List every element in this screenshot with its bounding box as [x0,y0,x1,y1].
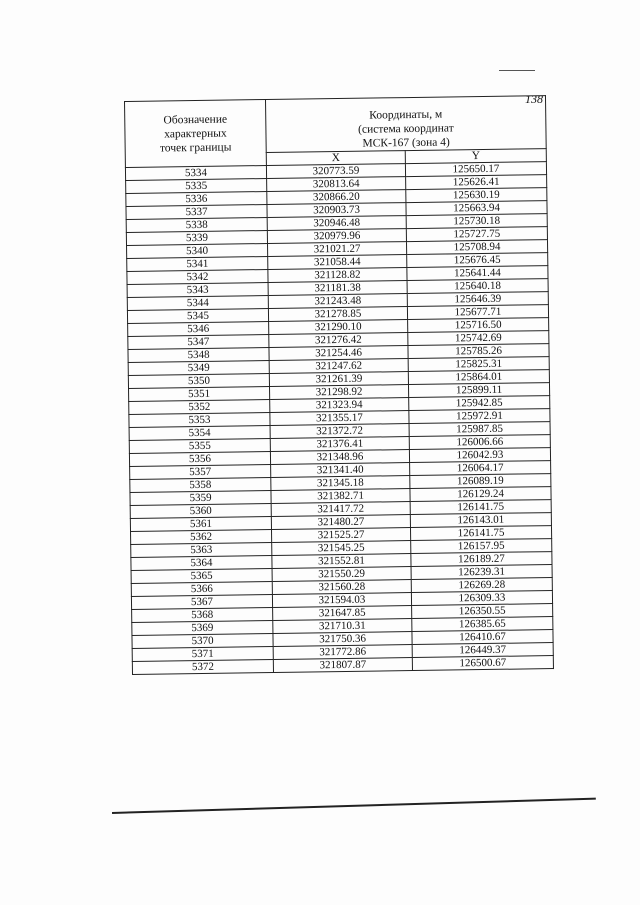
y-cell: 126141.75 [410,526,551,541]
x-cell: 321710.31 [273,619,412,634]
point-cell: 5362 [131,529,272,544]
y-cell: 125640.18 [407,279,548,294]
x-cell: 321181.38 [268,281,407,296]
point-cell: 5367 [131,594,272,609]
top-dash-mark [499,70,535,71]
y-cell: 125864.01 [408,370,549,385]
y-cell: 126269.28 [411,578,552,593]
point-cell: 5353 [129,412,270,427]
y-cell: 126385.65 [412,617,553,632]
page-number: 138 [525,92,543,106]
y-cell: 126309.33 [411,591,552,606]
x-cell: 321298.92 [270,385,409,400]
y-cell: 125663.94 [406,201,547,216]
y-cell: 125677.71 [407,305,548,320]
x-cell: 321243.48 [268,294,407,309]
point-cell: 5352 [129,399,270,414]
y-cell: 125708.94 [406,240,547,255]
y-cell: 126089.19 [410,474,551,489]
y-cell: 126410.67 [412,630,553,645]
y-cell: 125899.11 [408,383,549,398]
x-cell: 321254.46 [269,346,408,361]
y-cell: 125630.19 [406,188,547,203]
y-cell: 126189.27 [411,552,552,567]
x-cell: 321552.81 [272,554,411,569]
point-cell: 5360 [130,503,271,518]
point-cell: 5343 [127,283,268,298]
y-cell: 125785.26 [408,344,549,359]
x-cell: 321376.41 [270,437,409,452]
coord-header-line: (система координат [358,122,454,136]
point-cell: 5346 [128,322,269,337]
point-cell: 5350 [128,373,269,388]
x-cell: 321525.27 [271,528,410,543]
x-cell: 321345.18 [271,476,410,491]
coord-header-line: Координаты, м [369,108,443,122]
y-cell: 126239.31 [411,565,552,580]
point-header-line: характерных [164,127,227,140]
x-cell: 321480.27 [271,515,410,530]
point-cell: 5344 [127,296,268,311]
point-cell: 5363 [131,542,272,557]
point-cell: 5365 [131,568,272,583]
point-cell: 5372 [132,659,273,674]
coord-header-line: МСК-167 (зона 4) [362,136,450,150]
x-cell: 320773.59 [266,164,405,179]
point-header-line: Обозначение [163,113,228,126]
point-cell: 5371 [132,646,273,661]
y-cell: 126064.17 [410,461,551,476]
point-header-line: точек границы [159,141,232,155]
point-cell: 5357 [130,464,271,479]
y-cell: 126042.93 [409,448,550,463]
x-cell: 321323.94 [270,398,409,413]
x-cell: 321276.42 [269,333,408,348]
point-cell: 5345 [127,309,268,324]
x-cell: 321750.36 [273,632,412,647]
x-cell: 321278.85 [268,307,407,322]
y-cell: 126157.95 [411,539,552,554]
x-cell: 321261.39 [269,372,408,387]
x-column-header: X [266,151,405,166]
point-cell: 5370 [132,633,273,648]
y-cell: 126006.66 [409,435,550,450]
point-cell: 5354 [129,425,270,440]
x-cell: 320946.48 [267,216,406,231]
x-cell: 321348.96 [270,450,409,465]
x-cell: 321341.40 [271,463,410,478]
y-cell: 125646.39 [407,292,548,307]
y-cell: 125987.85 [409,422,550,437]
point-cell: 5356 [129,451,270,466]
y-cell: 125716.50 [408,318,549,333]
x-cell: 320903.73 [267,203,406,218]
x-cell: 321247.62 [269,359,408,374]
x-cell: 321594.03 [272,593,411,608]
point-cell: 5336 [126,192,267,207]
point-cell: 5335 [126,179,267,194]
bottom-rule [112,798,596,814]
point-cell: 5338 [126,218,267,233]
x-cell: 321355.17 [270,411,409,426]
coordinates-header [265,96,546,153]
x-cell: 321058.44 [268,255,407,270]
point-cell: 5347 [128,335,269,350]
x-cell: 320813.64 [267,177,406,192]
x-cell: 321372.72 [270,424,409,439]
y-cell: 125825.31 [408,357,549,372]
x-cell: 320979.96 [267,229,406,244]
y-cell: 125641.44 [407,266,548,281]
point-cell: 5355 [129,438,270,453]
y-cell: 125742.69 [408,331,549,346]
x-cell: 321772.86 [273,645,412,660]
x-cell: 321545.25 [272,541,411,556]
point-cell: 5341 [127,257,268,272]
x-cell: 321647.85 [273,606,412,621]
point-column-header [125,100,267,168]
point-cell: 5369 [132,620,273,635]
y-cell: 125727.75 [406,227,547,242]
table-body [125,162,553,675]
point-cell: 5366 [131,581,272,596]
point-cell: 5358 [130,477,271,492]
y-cell: 125730.18 [406,214,547,229]
coordinates-table-wrapper [124,95,554,675]
point-cell: 5349 [128,360,269,375]
point-cell: 5361 [130,516,271,531]
y-cell: 125626.41 [406,175,547,190]
y-cell: 125942.85 [409,396,550,411]
point-cell: 5359 [130,490,271,505]
y-cell: 126129.24 [410,487,551,502]
x-cell: 321128.82 [268,268,407,283]
point-cell: 5340 [127,244,268,259]
x-cell: 321560.28 [272,580,411,595]
x-cell: 321290.10 [269,320,408,335]
y-cell: 126143.01 [410,513,551,528]
y-cell: 125650.17 [405,162,546,177]
y-column-header: Y [405,149,546,164]
coordinates-table [124,95,554,675]
x-cell: 320866.20 [267,190,406,205]
y-cell: 126449.37 [412,643,553,658]
point-cell: 5348 [128,348,269,363]
point-cell: 5339 [126,231,267,246]
y-cell: 125676.45 [407,253,548,268]
y-cell: 126350.55 [412,604,553,619]
point-cell: 5342 [127,270,268,285]
point-cell: 5351 [129,386,270,401]
y-cell: 126500.67 [412,656,553,671]
point-cell: 5337 [126,205,267,220]
point-cell: 5334 [125,166,266,181]
x-cell: 321382.71 [271,489,410,504]
x-cell: 321807.87 [273,658,412,673]
x-cell: 321550.29 [272,567,411,582]
y-cell: 125972.91 [409,409,550,424]
x-cell: 321021.27 [268,242,407,257]
point-cell: 5368 [132,607,273,622]
x-cell: 321417.72 [271,502,410,517]
point-cell: 5364 [131,555,272,570]
y-cell: 126141.75 [410,500,551,515]
